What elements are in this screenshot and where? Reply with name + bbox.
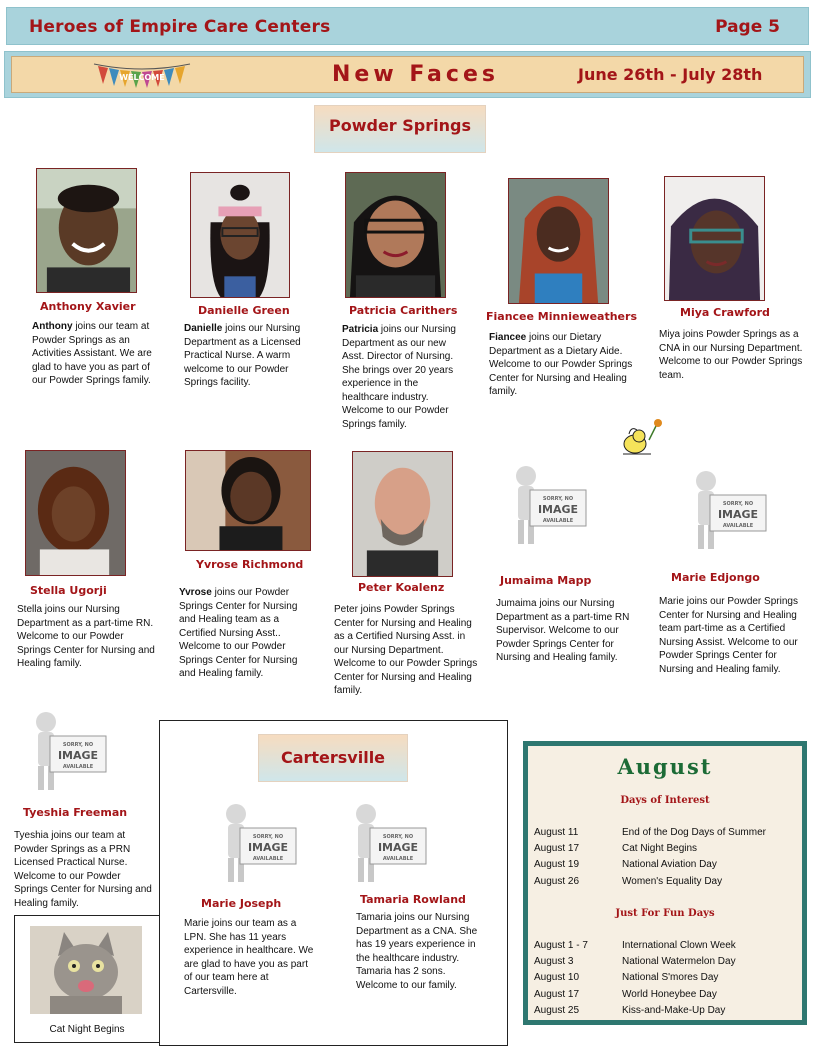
person-bio: Marie joins our Powder Springs Center for Nursing and Healing team part-time as a Certified Nursing Assist. Welcome to our Powder Springs Center for Nursing and Healing family. — [659, 596, 798, 675]
cat-image — [30, 926, 142, 1014]
person-bio: Jumaima joins our Nursing Department as a part-time RN Supervisor. Welcome to our Powder Springs Center for Nursing and Healing family. — [496, 598, 630, 663]
person-name: Marie Edjongo — [671, 571, 760, 584]
svg-text:AVAILABLE: AVAILABLE — [382, 856, 414, 862]
person-bio: Tyeshia joins our team at Powder Springs as a PRN Licensed Practical Nurse. Welcome to our Powder Springs Center for Nursing and Healing family. — [14, 830, 152, 909]
photo-fiancee-minnieweathers — [508, 178, 609, 304]
person-bio: Yvrose joins our Powder Springs Center for Nursing and Healing team as a Certified Nursing Asst.. Welcome to our Powder Springs Center for Nursing and Healing family. — [179, 587, 298, 679]
bird-with-flower-icon — [615, 414, 669, 460]
person-name: Yvrose Richmond — [196, 558, 304, 571]
no-image-placeholder — [508, 462, 588, 546]
new-faces-banner — [4, 51, 811, 98]
svg-text:WELCOME: WELCOME — [119, 73, 165, 82]
svg-text:AVAILABLE: AVAILABLE — [62, 764, 94, 770]
page-number: Page 5 — [715, 17, 780, 37]
person-name: Fiancee Minnieweathers — [486, 310, 637, 323]
person-name: Tyeshia Freeman — [23, 806, 128, 819]
svg-text:SORRY, NO: SORRY, NO — [252, 834, 284, 840]
person-name: Patricia Carithers — [349, 304, 458, 317]
list-item: August 1 - 7 International Clown Week — [534, 940, 736, 951]
person-bio: Danielle joins our Nursing Department as a Licensed Practical Nurse. A warm welcome to our Powder Springs facility. — [184, 323, 301, 388]
new-faces-title: New Faces — [332, 62, 499, 87]
new-faces-dates: June 26th - July 28th — [578, 65, 763, 84]
photo-danielle-green — [190, 172, 290, 298]
photo-yvrose-richmond — [185, 450, 311, 551]
person-name: Jumaima Mapp — [500, 574, 592, 587]
svg-text:AVAILABLE: AVAILABLE — [722, 523, 754, 529]
svg-text:AVAILABLE: AVAILABLE — [252, 856, 284, 862]
photo-patricia-carithers — [345, 172, 446, 298]
powder-springs-heading: Powder Springs — [314, 105, 486, 153]
list-item: August 11 End of the Dog Days of Summer — [534, 827, 766, 838]
cat-caption: Cat Night Begins — [49, 1024, 125, 1035]
svg-text:IMAGE: IMAGE — [57, 749, 99, 762]
list-item: August 19 National Aviation Day — [534, 859, 717, 870]
svg-text:SORRY, NO: SORRY, NO — [722, 501, 754, 507]
cartersville-heading: Cartersville — [258, 734, 408, 782]
photo-peter-koalenz — [352, 451, 453, 577]
august-title: August — [617, 754, 713, 779]
person-bio: Anthony joins our team at Powder Springs as an Activities Assistant. We are glad to have you as part of our Powder Springs family. — [32, 321, 152, 386]
list-item: August 26 Women's Equality Day — [534, 876, 723, 887]
no-image-placeholder — [688, 467, 768, 551]
fun-days-heading: Just For Fun Days — [615, 908, 715, 919]
svg-text:IMAGE: IMAGE — [717, 508, 759, 521]
person-name: Danielle Green — [198, 304, 290, 317]
list-item: August 10 National S'mores Day — [534, 972, 719, 983]
person-bio: Peter joins Powder Springs Center for Nursing and Healing as a Certified Nursing Asst. in our Nursing Department. Welcome to our Powder Springs Center for Nursing and Healing family. — [334, 604, 478, 696]
person-name: Miya Crawford — [680, 306, 770, 319]
photo-anthony-xavier — [36, 168, 137, 293]
list-item: August 3 National Watermelon Day — [534, 956, 736, 967]
person-bio: Miya joins Powder Springs as a CNA in our Nursing Department. Welcome to our Powder Springs team. — [659, 329, 803, 381]
svg-text:SORRY, NO: SORRY, NO — [382, 834, 414, 840]
no-image-placeholder — [348, 800, 428, 884]
photo-miya-crawford — [664, 176, 765, 301]
person-name: Stella Ugorji — [30, 584, 107, 597]
person-bio: Tamaria joins our Nursing Department as a CNA. She has 19 years experience in the healthcare industry. Tamaria has 2 sons. Welcome to our family. — [356, 912, 478, 991]
person-name: Tamaria Rowland — [360, 893, 466, 906]
august-calendar-box — [523, 741, 807, 1025]
person-name: Anthony Xavier — [40, 300, 136, 313]
welcome-banner-icon — [92, 60, 192, 90]
svg-text:IMAGE: IMAGE — [537, 503, 579, 516]
person-bio: Patricia joins our Nursing Department as our new Asst. Director of Nursing. She brings over 20 years experience in the healthcare industry. Welcome to our Powder Springs family. — [342, 324, 456, 430]
header-bar — [6, 7, 809, 45]
svg-text:SORRY, NO: SORRY, NO — [542, 496, 574, 502]
svg-text:IMAGE: IMAGE — [247, 841, 289, 854]
list-item: August 17 Cat Night Begins — [534, 843, 698, 854]
list-item: August 25 Kiss-and-Make-Up Day — [534, 1005, 726, 1016]
photo-stella-ugorji — [25, 450, 126, 576]
person-bio: Marie joins our team as a LPN. She has 11 years experience in healthcare. We are glad to have you as part of our team here at Cartersville. — [184, 918, 314, 997]
person-name: Marie Joseph — [201, 897, 282, 910]
newsletter-title: Heroes of Empire Care Centers — [29, 17, 331, 37]
cat-night-frame — [14, 915, 160, 1043]
no-image-placeholder — [218, 800, 298, 884]
list-item: August 17 World Honeybee Day — [534, 989, 717, 1000]
svg-text:IMAGE: IMAGE — [377, 841, 419, 854]
svg-text:AVAILABLE: AVAILABLE — [542, 518, 574, 524]
person-bio: Stella joins our Nursing Department as a part-time RN. Welcome to our Powder Springs Center for Nursing and Healing family. — [17, 604, 155, 669]
svg-text:SORRY, NO: SORRY, NO — [62, 742, 94, 748]
person-bio: Fiancee joins our Dietary Department as a Dietary Aide. Welcome to our Powder Springs Center for Nursing and Healing family. — [489, 332, 633, 397]
days-of-interest-heading: Days of Interest — [620, 795, 710, 806]
no-image-placeholder — [28, 708, 108, 792]
person-name: Peter Koalenz — [358, 581, 445, 594]
